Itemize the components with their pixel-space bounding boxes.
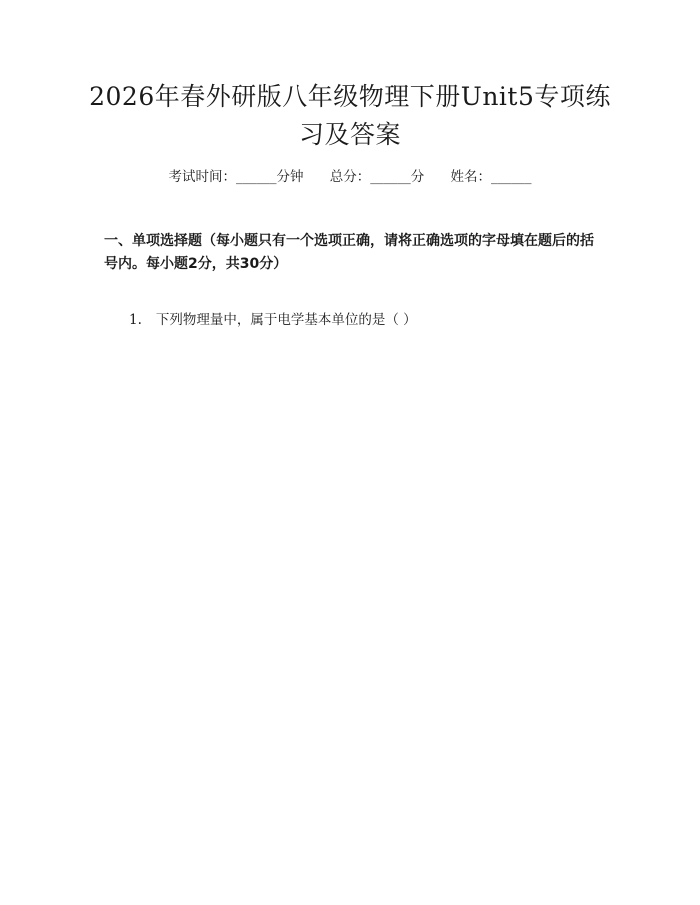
question-1: [104, 309, 594, 332]
exam-time-field: 考试时间：______分钟: [168, 169, 304, 185]
student-name-field: 姓名：______: [450, 169, 532, 185]
document-title: 2026年春外研版八年级物理下册Unit5专项练习及答案: [89, 82, 611, 149]
section-heading: 一、单项选择题（每小题只有一个选项正确，请将正确选项的字母填在题后的括号内。每小题2分，共30分）: [104, 233, 594, 272]
exam-info-line: [0, 167, 700, 187]
question-stem: 下列物理量中，属于电学基本单位的是（ ）: [155, 312, 417, 328]
question-number: 1.: [129, 312, 142, 328]
total-score-field: 总分：______分: [329, 169, 425, 185]
